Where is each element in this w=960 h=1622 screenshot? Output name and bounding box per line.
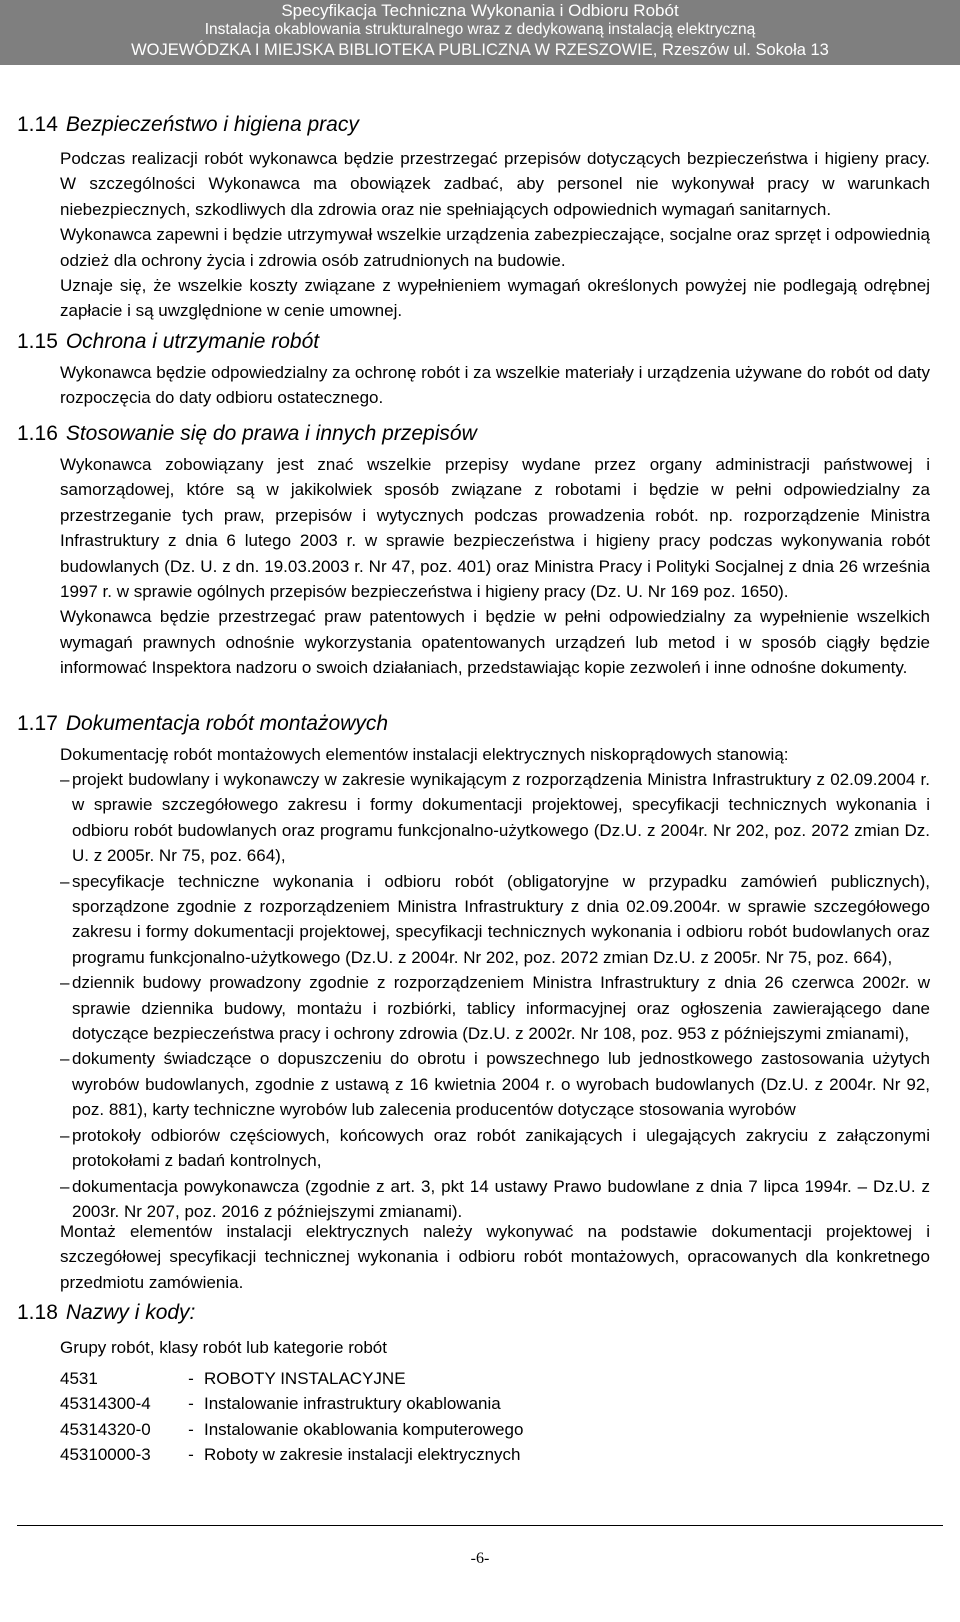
section-title: Ochrona i utrzymanie robót — [65, 330, 320, 353]
code-value: 4531 — [60, 1369, 98, 1388]
paragraph: Uznaje się, że wszelkie koszty związane z wypełnieniem wymagań określonych powyżej nie podlegają odrębnej zapłacie i są uwzględnione w cenie umownej. — [60, 276, 930, 321]
section-heading-1-14 — [17, 112, 359, 138]
dash-bullet: – — [60, 1125, 70, 1145]
list-item — [60, 1046, 930, 1122]
section-title: Bezpieczeństwo i higiena pracy — [65, 113, 359, 136]
list-item — [60, 1123, 930, 1174]
list-item-text: dziennik budowy prowadzony zgodnie z rozporządzeniem Ministra Infrastruktury z dnia 26 czerwca 2002r. w sprawie dziennika budowy, montażu i rozbiórki, tablicy informacyjnej oraz ogłoszenia zawierającego dane dotyczące bezpieczeństwa pracy i ochrony zdrowia (Dz.U. z 2002r. Nr 108, poz. 953 z późniejszymi zmianami), — [72, 973, 930, 1044]
paragraph: Wykonawca zapewni i będzie utrzymywał wszelkie urządzenia zabezpieczające, socjalne oraz sprzęt i odpowiednią odzież dla ochrony życia i zdrowia osób zatrudnionych na budowie. — [60, 225, 930, 270]
code-row — [60, 1391, 523, 1416]
section-body-1-14 — [60, 146, 930, 324]
section-title: Dokumentacja robót montażowych — [65, 712, 389, 735]
section-intro-1-18 — [60, 1335, 930, 1360]
code-separator: - — [188, 1419, 194, 1439]
dash-bullet: – — [60, 871, 70, 891]
section-body-1-15 — [60, 360, 930, 411]
code-row — [60, 1366, 523, 1391]
documentation-list — [60, 767, 930, 1224]
code-name: ROBOTY INSTALACYJNE — [204, 1369, 406, 1388]
section-number: 1.16 — [17, 422, 58, 445]
code-name: Instalowanie okablowania komputerowego — [204, 1419, 524, 1439]
page-number: -6- — [470, 1550, 490, 1567]
list-item — [60, 970, 930, 1046]
list-item-text: projekt budowlany i wykonawczy w zakresie wynikającym z rozporządzenia Ministra Infrastruktury z 02.09.2004 r. w sprawie szczegółowego zakresu i formy dokumentacji projektowej, specyfikacji technicznych wykonania i odbioru robót budowlanych oraz programu funkcjonalno-użytkowego (Dz.U. z 2004r. Nr 202, poz. 2072 zmian Dz. U. z 2005r. Nr 75, poz. 664), — [72, 770, 930, 866]
list-item-text: specyfikacje techniczne wykonania i odbioru robót (obligatoryjne w przypadku zamówień publicznych), sporządzone zgodnie z rozporządzeniem Ministra Infrastruktury z dnia 02.09.2004r. w sprawie szczegółowego zakresu i formy dokumentacji projektowej, specyfikacji technicznych wykonania i odbioru robót budowlanych oraz programu funkcjonalno-użytkowego (Dz.U. z 2004r. Nr 202, poz. 2072 zmian Dz.U. z 2005r. Nr 75, poz. 664), — [72, 871, 930, 967]
section-intro-1-17 — [60, 742, 930, 767]
code-separator: - — [188, 1369, 194, 1388]
code-value: 45310000-3 — [60, 1445, 151, 1465]
code-value: 45314300-4 — [60, 1394, 151, 1414]
paragraph: Montaż elementów instalacji elektrycznych należy wykonywać na podstawie dokumentacji projektowej i szczegółowej specyfikacji technicznej wykonania i odbioru robót montażowych, opracowanych dla konkretnego przedmiotu zamówienia. — [60, 1222, 930, 1292]
code-row — [60, 1417, 523, 1442]
code-value: 45314320-0 — [60, 1419, 151, 1439]
section-title: Stosowanie się do prawa i innych przepisów — [65, 422, 477, 445]
section-heading-1-17 — [17, 711, 388, 737]
header-location: WOJEWÓDZKA I MIEJSKA BIBLIOTEKA PUBLICZNA W RZESZOWIE, Rzeszów ul. Sokoła 13 — [131, 41, 829, 59]
code-name: Roboty w zakresie instalacji elektrycznych — [204, 1445, 521, 1465]
section-number: 1.15 — [17, 330, 58, 353]
section-number: 1.18 — [17, 1301, 58, 1324]
code-row — [60, 1442, 523, 1467]
paragraph: Wykonawca będzie przestrzegać praw patentowych i będzie w pełni odpowiedzialny za wypełnienie wszelkich wymagań prawnych odnośnie wykorzystania opatentowanych urządzeń lub metod i w sposób ciągły będzie informować Inspektora nadzoru o swoich działaniach, przedstawiając kopie zezwoleń i inne odnośne dokumenty. — [60, 607, 930, 678]
section-heading-1-15 — [17, 329, 319, 355]
list-item-text: protokoły odbiorów częściowych, końcowych oraz robót zanikających i ulegających zakryciu z załączonymi protokołami z badań kontrolnych, — [72, 1125, 930, 1171]
section-number: 1.14 — [17, 113, 58, 136]
paragraph: Wykonawca zobowiązany jest znać wszelkie przepisy wydane przez organy administracji państwowej i samorządowej, które są w jakikolwiek sposób związane z robotami i będzie w pełni odpowiedzialny za przestrzeganie tych praw, przepisów i wytycznych podczas prowadzenia robót. np. rozporządzenie Ministra Infrastruktury z dnia 6 lutego 2003 r. w sprawie bezpieczeństwa i higieny pracy podczas wykonywania robót budowlanych (Dz. U. z dn. 19.03.2003 r. Nr 47, poz. 401) oraz Ministra Pracy i Polityki Socjalnej z dnia 26 września 1997 r. w sprawie ogólnych przepisów bezpieczeństwa i higieny pracy (Dz. U. Nr 169 poz. 1650). — [60, 455, 930, 602]
dash-bullet: – — [60, 1176, 70, 1196]
list-item-text: dokumentacja powykonawcza (zgodnie z art. 3, pkt 14 ustawy Prawo budowlane z dnia 7 lipca 1994r. – Dz.U. z 2003r. Nr 207, poz. 2016 z późniejszymi zmianami). — [72, 1176, 930, 1221]
document-header — [0, 0, 960, 65]
paragraph: Dokumentację robót montażowych elementów instalacji elektrycznych niskoprądowych stanowią: — [60, 745, 789, 764]
code-name: Instalowanie infrastruktury okablowania — [204, 1394, 501, 1414]
section-closing-1-17 — [60, 1219, 930, 1295]
dash-bullet: – — [60, 973, 70, 993]
footer-divider — [17, 1525, 943, 1526]
code-separator: - — [188, 1394, 194, 1414]
section-number: 1.17 — [17, 712, 58, 735]
paragraph: Podczas realizacji robót wykonawca będzie przestrzegać przepisów dotyczących bezpieczeństwa i higieny pracy. W szczególności Wykonawca ma obowiązek zadbać, aby personel nie wykonywał pracy w warunkach niebezpiecznych, szkodliwych dla zdrowia oraz nie spełniających odpowiednich wymagań sanitarnych. — [60, 149, 930, 219]
paragraph: Wykonawca będzie odpowiedzialny za ochronę robót i za wszelkie materiały i urządzenia używane do robót od daty rozpoczęcia do daty odbioru ostatecznego. — [60, 363, 930, 408]
list-item — [60, 869, 930, 971]
header-title: Specyfikacja Techniczna Wykonania i Odbioru Robót — [281, 1, 679, 20]
codes-table — [60, 1366, 523, 1468]
code-separator: - — [188, 1445, 194, 1465]
dash-bullet: – — [60, 1049, 70, 1069]
list-item-text: dokumenty świadczące o dopuszczeniu do obrotu i powszechnego lub jednostkowego zastosowania użytych wyrobów budowlanych, zgodnie z ustawą z 16 kwietnia 2004 r. o wyrobach budowlanych (Dz.U. z 2004r. Nr 92, poz. 881), karty techniczne wyrobów lub zalecenia producentów dotyczące stosowania wyrobów — [72, 1049, 930, 1120]
dash-bullet: – — [60, 770, 70, 789]
list-item — [60, 767, 930, 869]
section-heading-1-18 — [17, 1300, 195, 1326]
list-item — [60, 1174, 930, 1225]
section-heading-1-16 — [17, 421, 477, 447]
paragraph: Grupy robót, klasy robót lub kategorie robót — [60, 1338, 387, 1357]
section-body-1-16 — [60, 452, 930, 681]
header-subtitle: Instalacja okablowania strukturalnego wraz z dedykowaną instalacją elektryczną — [204, 21, 756, 38]
section-title: Nazwy i kody: — [65, 1301, 196, 1324]
